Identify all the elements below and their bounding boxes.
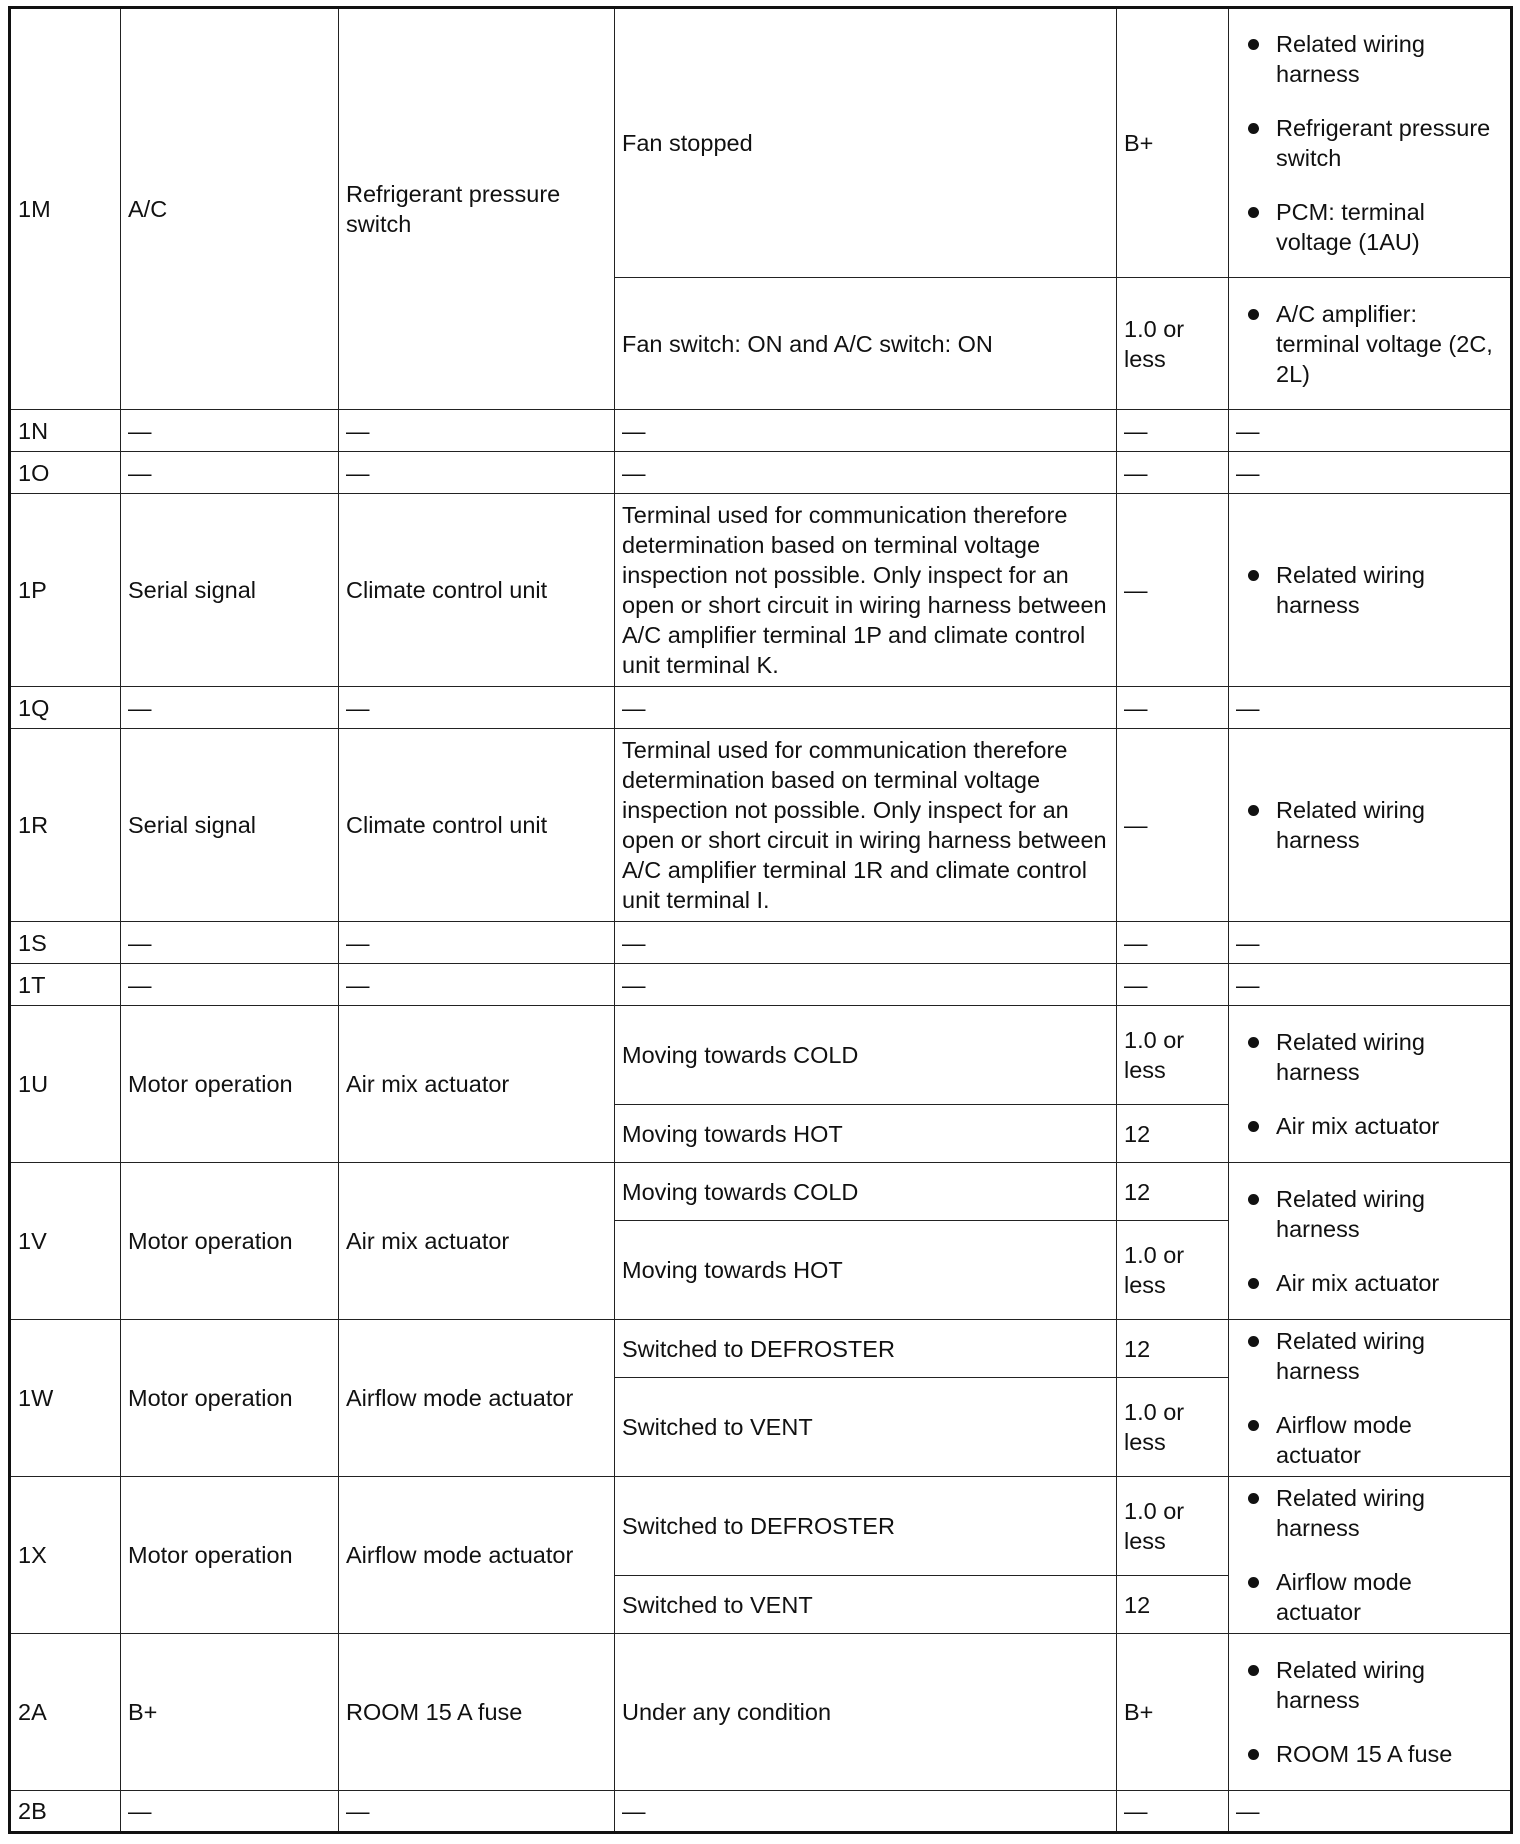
table-row (10, 1006, 1512, 1105)
voltage-cell: — (1117, 687, 1229, 729)
inspection-list (1236, 795, 1503, 855)
inspection-item-cell: — (1229, 964, 1512, 1006)
voltage-cell: 12 (1117, 1163, 1229, 1221)
voltage-cell: — (1117, 452, 1229, 494)
test-condition-cell: Fan stopped (615, 8, 1117, 278)
test-condition-cell: — (615, 687, 1117, 729)
table-row (10, 687, 1512, 729)
inspection-item-cell (1229, 278, 1512, 410)
inspection-item: A/C amplifier: terminal voltage (2C, 2L) (1276, 299, 1503, 389)
test-condition-cell: Terminal used for communication therefore determination based on terminal voltage inspection not possible. Only inspect for an open or short circuit in wiring harness between A/C amplifier terminal 1R and climate control unit terminal I. (615, 729, 1117, 922)
test-condition-cell: Moving towards HOT (615, 1221, 1117, 1320)
terminal-cell: 1M (10, 8, 121, 410)
table-row (10, 1163, 1512, 1221)
inspection-item: Airflow mode actuator (1276, 1410, 1503, 1470)
connected-to-cell: Climate control unit (339, 494, 615, 687)
test-condition-cell: Moving towards COLD (615, 1006, 1117, 1105)
test-condition-cell: Terminal used for communication therefore determination based on terminal voltage inspection not possible. Only inspect for an open or short circuit in wiring harness between A/C amplifier terminal 1P and climate control unit terminal K. (615, 494, 1117, 687)
voltage-cell: 1.0 or less (1117, 1006, 1229, 1105)
signal-cell: — (121, 410, 339, 452)
connected-to-cell: — (339, 964, 615, 1006)
terminal-cell: 2A (10, 1634, 121, 1791)
terminal-cell: 1X (10, 1477, 121, 1634)
inspection-list (1236, 1483, 1503, 1627)
test-condition-cell: Under any condition (615, 1634, 1117, 1791)
inspection-list (1236, 299, 1503, 389)
test-condition-cell: Fan switch: ON and A/C switch: ON (615, 278, 1117, 410)
table-row (10, 1477, 1512, 1576)
signal-cell: — (121, 964, 339, 1006)
inspection-item-cell: — (1229, 1791, 1512, 1833)
table-row (10, 410, 1512, 452)
inspection-item-cell (1229, 1320, 1512, 1477)
inspection-item: ROOM 15 A fuse (1276, 1739, 1503, 1769)
connected-to-cell: Air mix actuator (339, 1006, 615, 1163)
inspection-item: Air mix actuator (1276, 1111, 1503, 1141)
connected-to-cell: — (339, 922, 615, 964)
table-row (10, 922, 1512, 964)
signal-cell: Serial signal (121, 494, 339, 687)
voltage-cell: — (1117, 494, 1229, 687)
terminal-cell: 1V (10, 1163, 121, 1320)
inspection-item-cell (1229, 1477, 1512, 1634)
signal-cell: — (121, 1791, 339, 1833)
terminal-cell: 1R (10, 729, 121, 922)
table-row (10, 1320, 1512, 1378)
test-condition-cell: Moving towards HOT (615, 1105, 1117, 1163)
terminal-cell: 1O (10, 452, 121, 494)
test-condition-cell: — (615, 1791, 1117, 1833)
inspection-item: Airflow mode actuator (1276, 1567, 1503, 1627)
terminal-voltage-table-frame (8, 6, 1510, 1838)
voltage-cell: B+ (1117, 1634, 1229, 1791)
terminal-cell: 2B (10, 1791, 121, 1833)
test-condition-cell: Switched to DEFROSTER (615, 1320, 1117, 1378)
terminal-cell: 1W (10, 1320, 121, 1477)
terminal-voltage-table (8, 6, 1513, 1834)
table-row (10, 8, 1512, 278)
inspection-item-cell (1229, 494, 1512, 687)
inspection-item: Related wiring harness (1276, 1184, 1503, 1244)
voltage-cell: — (1117, 964, 1229, 1006)
connected-to-cell: — (339, 687, 615, 729)
signal-cell: B+ (121, 1634, 339, 1791)
voltage-cell: — (1117, 729, 1229, 922)
inspection-item-cell: — (1229, 922, 1512, 964)
signal-cell: Motor operation (121, 1006, 339, 1163)
signal-cell: Serial signal (121, 729, 339, 922)
voltage-cell: — (1117, 922, 1229, 964)
table-row (10, 964, 1512, 1006)
inspection-item-cell (1229, 1634, 1512, 1791)
terminal-cell: 1P (10, 494, 121, 687)
voltage-cell: 1.0 or less (1117, 1378, 1229, 1477)
inspection-list (1236, 1326, 1503, 1470)
inspection-list (1236, 1655, 1503, 1769)
signal-cell: Motor operation (121, 1320, 339, 1477)
table-row (10, 452, 1512, 494)
inspection-item-cell: — (1229, 410, 1512, 452)
connected-to-cell: — (339, 452, 615, 494)
connected-to-cell: Airflow mode actuator (339, 1477, 615, 1634)
table-row (10, 494, 1512, 687)
voltage-cell: 1.0 or less (1117, 1477, 1229, 1576)
voltage-cell: 12 (1117, 1576, 1229, 1634)
connected-to-cell: Airflow mode actuator (339, 1320, 615, 1477)
test-condition-cell: — (615, 452, 1117, 494)
inspection-list (1236, 1184, 1503, 1298)
table-row (10, 1791, 1512, 1833)
signal-cell: Motor operation (121, 1477, 339, 1634)
inspection-item: Related wiring harness (1276, 1655, 1503, 1715)
voltage-cell: 1.0 or less (1117, 278, 1229, 410)
inspection-item-cell: — (1229, 687, 1512, 729)
inspection-list (1236, 29, 1503, 257)
inspection-list (1236, 1027, 1503, 1141)
test-condition-cell: Switched to VENT (615, 1378, 1117, 1477)
terminal-cell: 1U (10, 1006, 121, 1163)
test-condition-cell: Switched to DEFROSTER (615, 1477, 1117, 1576)
connected-to-cell: — (339, 1791, 615, 1833)
inspection-item-cell: — (1229, 452, 1512, 494)
signal-cell: — (121, 452, 339, 494)
inspection-item-cell (1229, 729, 1512, 922)
inspection-item: Related wiring harness (1276, 1326, 1503, 1386)
connected-to-cell: Climate control unit (339, 729, 615, 922)
voltage-cell: 12 (1117, 1105, 1229, 1163)
voltage-cell: — (1117, 410, 1229, 452)
inspection-item: Related wiring harness (1276, 1483, 1503, 1543)
table-row (10, 729, 1512, 922)
connected-to-cell: ROOM 15 A fuse (339, 1634, 615, 1791)
test-condition-cell: Switched to VENT (615, 1576, 1117, 1634)
inspection-item-cell (1229, 1006, 1512, 1163)
inspection-item: Refrigerant pressure switch (1276, 113, 1503, 173)
terminal-cell: 1S (10, 922, 121, 964)
terminal-cell: 1Q (10, 687, 121, 729)
inspection-item-cell (1229, 8, 1512, 278)
signal-cell: — (121, 922, 339, 964)
inspection-item: Related wiring harness (1276, 1027, 1503, 1087)
inspection-item-cell (1229, 1163, 1512, 1320)
voltage-cell: 1.0 or less (1117, 1221, 1229, 1320)
test-condition-cell: — (615, 964, 1117, 1006)
signal-cell: Motor operation (121, 1163, 339, 1320)
inspection-item: Air mix actuator (1276, 1268, 1503, 1298)
test-condition-cell: Moving towards COLD (615, 1163, 1117, 1221)
connected-to-cell: Air mix actuator (339, 1163, 615, 1320)
test-condition-cell: — (615, 922, 1117, 964)
inspection-item: Related wiring harness (1276, 560, 1503, 620)
voltage-cell: 12 (1117, 1320, 1229, 1378)
voltage-cell: — (1117, 1791, 1229, 1833)
inspection-item: PCM: terminal voltage (1AU) (1276, 197, 1503, 257)
inspection-item: Related wiring harness (1276, 795, 1503, 855)
terminal-cell: 1T (10, 964, 121, 1006)
terminal-cell: 1N (10, 410, 121, 452)
signal-cell: — (121, 687, 339, 729)
table-row (10, 1634, 1512, 1791)
inspection-list (1236, 560, 1503, 620)
connected-to-cell: Refrigerant pressure switch (339, 8, 615, 410)
inspection-item: Related wiring harness (1276, 29, 1503, 89)
test-condition-cell: — (615, 410, 1117, 452)
voltage-cell: B+ (1117, 8, 1229, 278)
connected-to-cell: — (339, 410, 615, 452)
signal-cell: A/C (121, 8, 339, 410)
